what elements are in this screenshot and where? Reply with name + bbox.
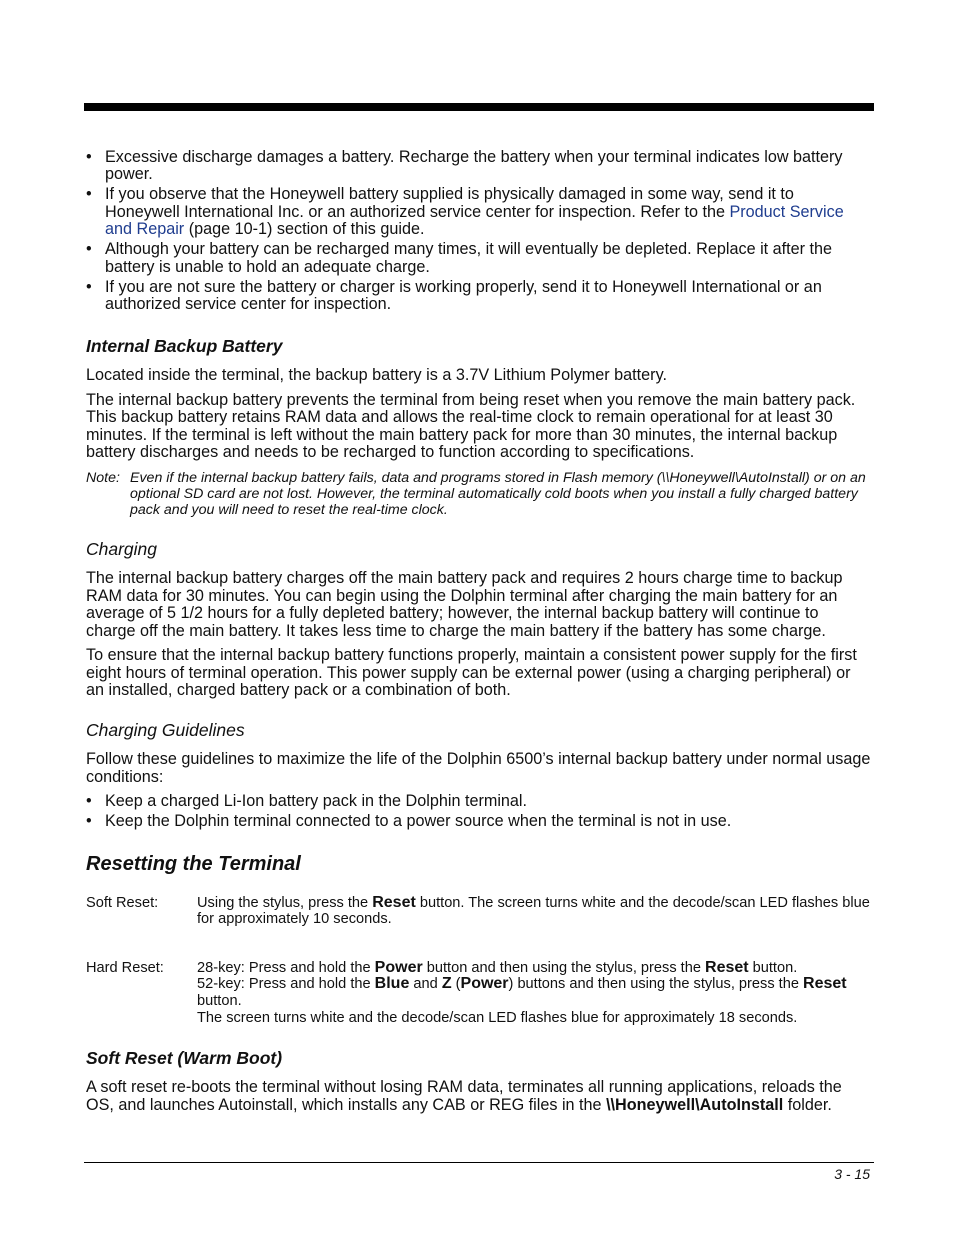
soft-reset-row <box>86 895 872 928</box>
hard-reset-row <box>86 960 872 1026</box>
list-item-text: Keep a charged Li-Ion battery pack in the Dolphin terminal. <box>105 792 528 811</box>
resetting-heading: Resetting the Terminal <box>86 852 301 875</box>
list-item-text: If you are not sure the battery or charger is working properly, send it to Honeywell International or an authorized service center for inspection. <box>105 277 822 314</box>
guidelines-list <box>86 793 872 830</box>
soft-reset-warm-boot-heading: Soft Reset (Warm Boot) <box>86 1048 283 1069</box>
list-item-text: If you observe that the Honeywell battery supplied is physically damaged in some way, send it to Honeywell International Inc. or an authorized service center for inspection. Refer to the <box>105 185 794 221</box>
soft-reset-text: Using the stylus, press the Reset button. The screen turns white and the decode/scan LED flashes blue for approximately 10 seconds. <box>197 893 870 928</box>
soft-reset-label: Soft Reset: <box>86 894 159 911</box>
note-text: Even if the internal backup battery fails, data and programs stored in Flash memory (\\Honeywell\AutoInstall) or on an optional SD card are not lost. However, the terminal automatically cold boots when you install a fully charged battery pack and you will need to reset the real-time clock. <box>130 470 866 519</box>
paragraph: The internal backup battery charges off the main battery pack and requires 2 hours charge time to backup RAM data for 30 minutes. You can begin using the Dolphin terminal after charging the main battery for an average of 5 1/2 hours for a fully depleted battery; however, the internal backup battery will continue to charge off the main battery. It takes less time to charge the main battery if the battery has some charge. <box>86 569 843 640</box>
paragraph: The internal backup battery prevents the terminal from being reset when you remove the main battery pack. This backup battery retains RAM data and allows the real-time clock to remain operational for at least 30 minutes. If the terminal is left without the main battery pack for more than 30 minutes, the internal backup battery discharges and needs to be recharged to function according to specifications. <box>86 390 856 462</box>
paragraph: Follow these guidelines to maximize the life of the Dolphin 6500’s internal backup battery under normal usage conditions: <box>86 750 871 786</box>
header-rule <box>84 103 874 111</box>
note <box>86 470 872 518</box>
list-item <box>86 149 872 184</box>
paragraph: Located inside the terminal, the backup battery is a 3.7V Lithium Polymer battery. <box>86 366 667 385</box>
list-item-text: Although your battery can be recharged many times, it will eventually be depleted. Replace it after the battery is unable to hold an adequate charge. <box>105 240 833 276</box>
battery-care-list <box>86 149 872 313</box>
product-service-link[interactable]: Product Service and Repair <box>105 202 844 239</box>
hard-reset-text: 28-key: Press and hold the Power button and then using the stylus, press the Reset button. 52-key: Press and hold the Blue and Z (Power) buttons and then using the stylus, press the Reset button. The screen turns white and the decode/scan LED flashes blue for approximately 18 seconds. <box>197 958 847 1026</box>
hard-reset-label: Hard Reset: <box>86 959 164 976</box>
list-item <box>86 279 872 314</box>
list-item <box>86 793 872 810</box>
list-item-text: (page 10-1) section of this guide. <box>184 220 425 239</box>
list-item <box>86 241 872 276</box>
list-item-text: Excessive discharge damages a battery. Recharge the battery when your terminal indicates low battery power. <box>105 148 843 184</box>
footer-rule <box>84 1162 874 1163</box>
list-item-text: Keep the Dolphin terminal connected to a power source when the terminal is not in use. <box>105 812 732 831</box>
list-item <box>86 813 872 830</box>
charging-guidelines-heading: Charging Guidelines <box>86 720 245 741</box>
paragraph: A soft reset re-boots the terminal without losing RAM data, terminates all running applications, reloads the OS, and launches Autoinstall, which installs any CAB or REG files in the \\Honeywell\AutoInstall folder. <box>86 1078 842 1114</box>
paragraph: To ensure that the internal backup battery functions properly, maintain a consistent power supply for the first eight hours of terminal operation. This power supply can be external power (using a charging peripheral) or an installed, charged battery pack or a combination of both. <box>86 646 857 699</box>
list-item <box>86 186 872 238</box>
note-label: Note: <box>86 470 120 487</box>
internal-backup-heading: Internal Backup Battery <box>86 336 283 357</box>
charging-heading: Charging <box>86 539 158 560</box>
page-number: 3 - 15 <box>834 1166 870 1182</box>
page-content <box>86 149 872 1121</box>
